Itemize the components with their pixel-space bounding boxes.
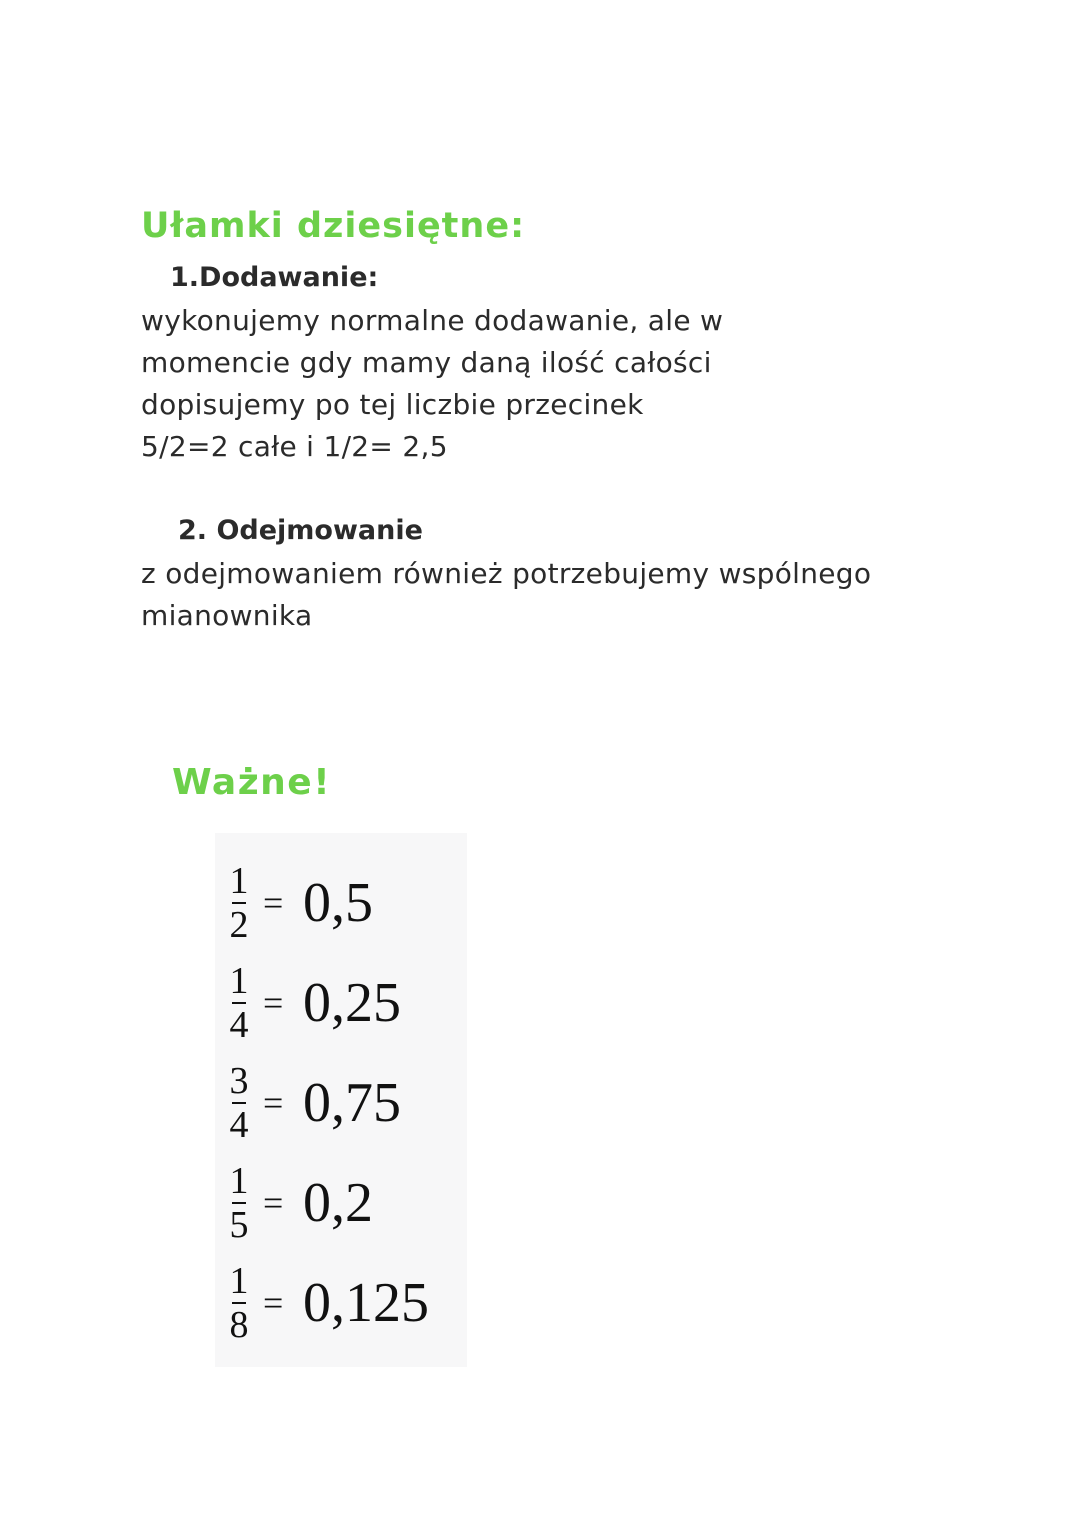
text-line: dopisujemy po tej liczbie przecinek [141, 388, 644, 421]
denominator: 8 [229, 1304, 249, 1346]
fraction [225, 961, 253, 1045]
fraction-table-image [215, 833, 467, 1367]
fraction [225, 1161, 253, 1245]
fraction-row [215, 847, 467, 947]
fraction [225, 1261, 253, 1345]
numerator: 1 [229, 1260, 249, 1302]
section-title-subtraction: 2. Odejmowanie [178, 515, 423, 546]
numerator: 1 [229, 960, 249, 1002]
equals-sign: = [263, 883, 284, 923]
text-line: mianownika [141, 599, 313, 632]
denominator: 5 [229, 1204, 249, 1246]
numerator: 1 [229, 1160, 249, 1202]
decimal-value: 0,2 [303, 1172, 373, 1234]
fraction-row [215, 1247, 467, 1347]
decimal-value: 0,75 [303, 1072, 401, 1134]
section-body-addition [141, 300, 723, 468]
denominator: 4 [229, 1004, 249, 1046]
equals-sign: = [263, 1083, 284, 1123]
text-line: momencie gdy mamy daną ilość całości [141, 346, 712, 379]
important-heading: Ważne! [172, 762, 332, 803]
text-line: wykonujemy normalne dodawanie, ale w [141, 304, 724, 337]
text-line: 5/2=2 całe i 1/2= 2,5 [141, 430, 448, 463]
fraction-row [215, 1047, 467, 1147]
decimal-value: 0,125 [303, 1272, 429, 1334]
numerator: 3 [229, 1060, 249, 1102]
denominator: 2 [229, 904, 249, 946]
numerator: 1 [229, 860, 249, 902]
decimal-value: 0,5 [303, 872, 373, 934]
section-title-addition: 1.Dodawanie: [170, 262, 379, 293]
fraction [225, 1061, 253, 1145]
fraction-row [215, 1147, 467, 1247]
text-line: z odejmowaniem również potrzebujemy wspólnego [141, 557, 872, 590]
page-title: Ułamki dziesiętne: [141, 206, 526, 246]
section-body-subtraction [141, 553, 871, 637]
equals-sign: = [263, 1283, 284, 1323]
fraction [225, 861, 253, 945]
decimal-value: 0,25 [303, 972, 401, 1034]
denominator: 4 [229, 1104, 249, 1146]
equals-sign: = [263, 1183, 284, 1223]
equals-sign: = [263, 983, 284, 1023]
fraction-row [215, 947, 467, 1047]
